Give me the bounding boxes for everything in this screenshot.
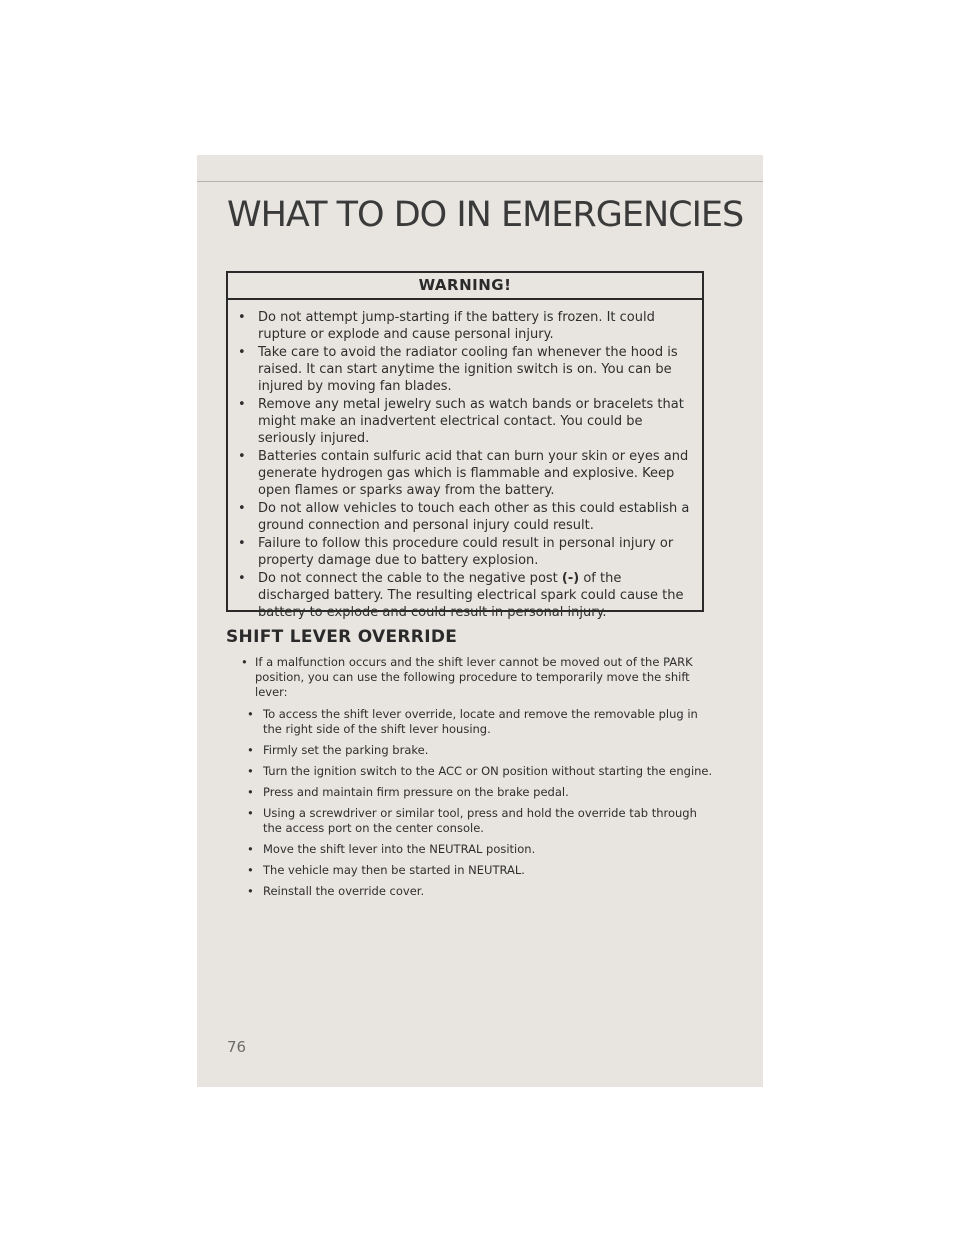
manual-page <box>197 155 763 1087</box>
bullet-icon: • <box>247 764 254 778</box>
bullet-icon: • <box>238 345 246 360</box>
step-item: • Firmly set the parking brake. <box>247 743 429 757</box>
bullet-icon: • <box>238 397 246 412</box>
warning-box <box>226 271 704 620</box>
warning-list <box>228 300 702 621</box>
bullet-icon: • <box>247 863 254 877</box>
shift-override-intro: • If a malfunction occurs and the shift lever cannot be moved out of the PARK position, you can use the following procedure to temporarily move the shift lever: <box>241 655 693 699</box>
header-rule <box>197 181 763 182</box>
section-title: WHAT TO DO IN EMERGENCIES <box>227 195 744 235</box>
step-item: • Move the shift lever into the NEUTRAL position. <box>247 842 536 856</box>
warning-item: • Do not attempt jump-starting if the battery is frozen. It could rupture or explode and cause personal injury. <box>238 310 655 342</box>
step-item: • To access the shift lever override, locate and remove the removable plug in the right side of the shift lever housing. <box>247 707 698 736</box>
bullet-icon: • <box>238 449 246 464</box>
bullet-icon: • <box>247 785 254 799</box>
warning-item: • Do not connect the cable to the negative post (-) of the discharged battery. The resulting electrical spark could cause the battery to explode and could result in personal injury. <box>238 571 684 620</box>
step-item: • The vehicle may then be started in NEUTRAL. <box>247 863 525 877</box>
warning-item: • Do not allow vehicles to touch each other as this could establish a ground connection and personal injury could result. <box>238 501 690 533</box>
bullet-icon: • <box>241 655 248 669</box>
step-item: • Turn the ignition switch to the ACC or ON position without starting the engine. <box>247 764 713 778</box>
step-item: • Press and maintain firm pressure on the brake pedal. <box>247 785 569 799</box>
bullet-icon: • <box>247 884 254 898</box>
bullet-icon: • <box>238 536 246 551</box>
bullet-icon: • <box>247 707 254 721</box>
bullet-icon: • <box>238 571 246 586</box>
bullet-icon: • <box>247 842 254 856</box>
shift-override-title: SHIFT LEVER OVERRIDE <box>226 627 458 647</box>
page-number: 76 <box>227 1038 247 1056</box>
bullet-icon: • <box>247 743 254 757</box>
bullet-icon: • <box>238 501 246 516</box>
warning-item: • Batteries contain sulfuric acid that can burn your skin or eyes and generate hydrogen gas which is flammable and explosive. Keep open flames or sparks away from the battery. <box>238 449 689 498</box>
warning-item: • Remove any metal jewelry such as watch bands or bracelets that might make an inadvertent electrical contact. You could be seriously injured. <box>238 397 684 446</box>
negative-post-label: (-) <box>561 571 580 586</box>
bullet-icon: • <box>238 310 246 325</box>
bullet-icon: • <box>247 806 254 820</box>
warning-item: • Failure to follow this procedure could result in personal injury or property damage due to battery explosion. <box>238 536 674 568</box>
step-item: • Using a screwdriver or similar tool, press and hold the override tab through the access port on the center console. <box>247 806 697 835</box>
step-item: • Reinstall the override cover. <box>247 884 425 898</box>
warning-title: WARNING! <box>228 273 702 300</box>
shift-override-steps <box>247 707 713 905</box>
warning-item: • Take care to avoid the radiator cooling fan whenever the hood is raised. It can start anytime the ignition switch is on. You can be injured by moving fan blades. <box>238 345 678 394</box>
